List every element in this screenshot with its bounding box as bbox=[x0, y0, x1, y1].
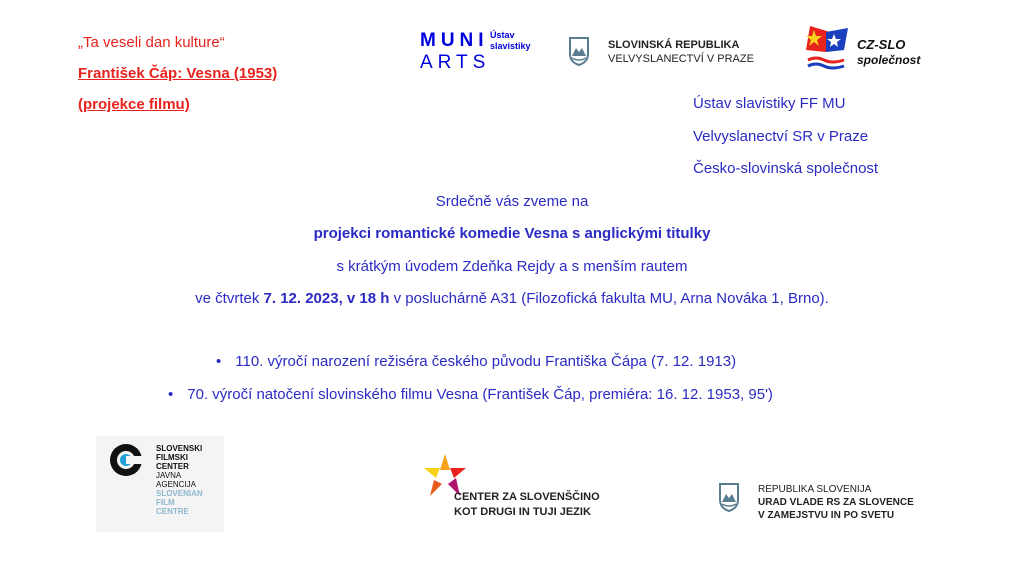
organizer-3: Česko-slovinská společnost bbox=[693, 160, 879, 177]
cz-slo-society-logo: CZ-SLO společnost bbox=[800, 22, 940, 78]
invitation-details: s krátkým úvodem Zdeňka Rejdy a s menším rautem bbox=[336, 258, 688, 275]
invitation-headline: projekci romantické komedie Vesna s anglickými titulky bbox=[313, 225, 711, 242]
government-office-slovenia-logo: REPUBLIKA SLOVENIJA URAD VLADE RS ZA SLOVENCE V ZAMEJSTVU IN PO SVETU bbox=[718, 480, 918, 530]
invitation-intro: Srdečně vás zveme na bbox=[435, 193, 589, 210]
cz-slo-emblem-icon bbox=[800, 22, 852, 76]
film-subtitle: (projekce filmu) bbox=[78, 96, 190, 113]
film-reel-icon bbox=[108, 442, 144, 478]
bullet-dot-icon: • bbox=[216, 353, 222, 370]
bullet-item: • 110. výročí narození režiséra českého původu Františka Čápa (7. 12. 1913) bbox=[216, 353, 737, 370]
bullet-dot-icon: • bbox=[168, 386, 174, 403]
slovenia-coat-of-arms-icon bbox=[568, 36, 590, 66]
organizer-1: Ústav slavistiky FF MU bbox=[693, 95, 846, 112]
slovenian-embassy-logo: SLOVINSKÁ REPUBLIKA VELVYSLANECTVÍ V PRAZE bbox=[568, 36, 768, 76]
film-title: František Čáp: Vesna (1953) bbox=[78, 65, 278, 82]
event-place: v posluchárně A31 (Filozofická fakulta MU, Arna Nováka 1, Brno). bbox=[389, 290, 829, 307]
event-motto: „Ta veseli dan kulture“ bbox=[78, 34, 225, 51]
invitation-date-place bbox=[0, 290, 1024, 307]
date-prefix: ve čtvrtek bbox=[195, 290, 264, 307]
slovenia-coat-of-arms-icon bbox=[718, 482, 740, 512]
slovenian-film-centre-logo: SLOVENSKI FILMSKI CENTER JAVNA AGENCIJA SLOVENIAN FILM CENTRE bbox=[96, 436, 224, 532]
muni-arts-logo: MUNI ARTS Ústav slavistiky bbox=[420, 30, 531, 73]
slovene-language-centre-logo: CENTER ZA SLOVENŠČINO KOT DRUGI IN TUJI JEZIK bbox=[420, 452, 600, 528]
bullet-item: • 70. výročí natočení slovinského filmu Vesna (František Čáp, premiéra: 16. 12. 1953, 95') bbox=[168, 386, 773, 403]
organizer-2: Velvyslanectví SR v Praze bbox=[693, 128, 869, 145]
event-date: 7. 12. 2023, v 18 h bbox=[263, 290, 390, 307]
